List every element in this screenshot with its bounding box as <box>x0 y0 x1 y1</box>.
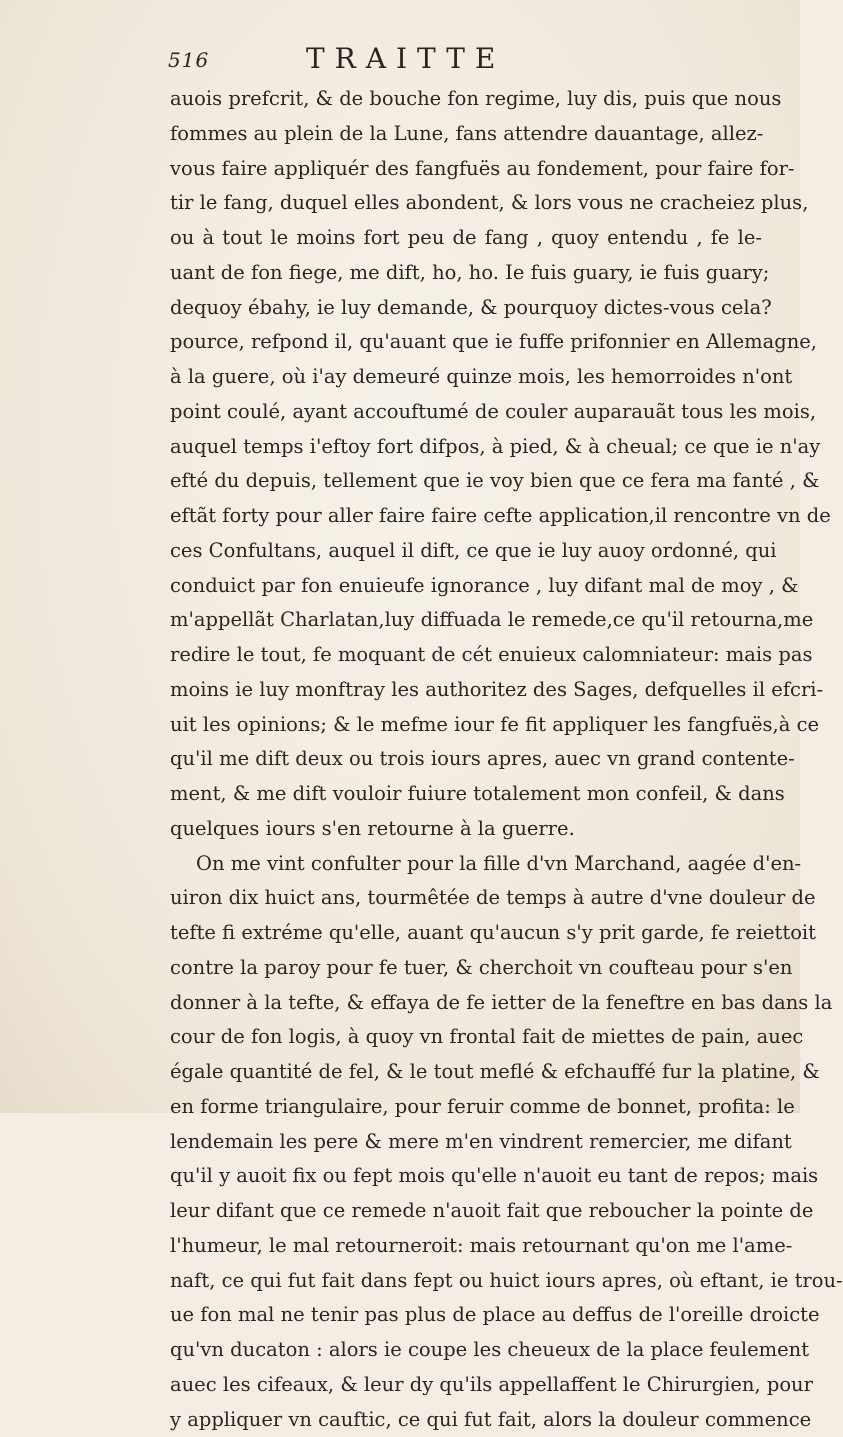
text-line: auois prefcrit, & de bouche fon regime, luy dis, puis que nous <box>170 82 762 117</box>
text-line: uiron dix huict ans, tourmêtée de temps à autre d'vne douleur de <box>170 881 762 916</box>
text-line: l'humeur, le mal retourneroit: mais retournant qu'on me l'ame- <box>170 1229 762 1264</box>
text-line: auquel temps i'eftoy fort difpos, à pied, & à cheual; ce que ie n'ay <box>170 430 762 465</box>
text-line: naft, ce qui fut fait dans fept ou huict iours apres, où eftant, ie trou- <box>170 1264 762 1299</box>
text-line: égale quantité de fel, & le tout meflé & efchauffé fur la platine, & <box>170 1055 762 1090</box>
text-line: uit les opinions; & le mefme iour fe fit appliquer les fangfuës,à ce <box>170 708 762 743</box>
text-line: quelques iours s'en retourne à la guerre. <box>170 812 762 847</box>
body-text <box>170 82 762 1437</box>
text-line: leur difant que ce remede n'auoit fait que reboucher la pointe de <box>170 1194 762 1229</box>
page-number: 516 <box>168 48 209 72</box>
text-line: ces Confultans, auquel il dift, ce que ie luy auoy ordonné, qui <box>170 534 762 569</box>
text-line: lendemain les pere & mere m'en vindrent remercier, me difant <box>170 1125 762 1160</box>
text-line: point coulé, ayant accouftumé de couler auparauãt tous les mois, <box>170 395 762 430</box>
text-line: m'appellãt Charlatan,luy diffuada le remede,ce qu'il retourna,me <box>170 603 762 638</box>
text-line: ue fon mal ne tenir pas plus de place au deffus de l'oreille droicte <box>170 1298 762 1333</box>
text-line: y appliquer vn cauftic, ce qui fut fait, alors la douleur commence <box>170 1403 762 1437</box>
text-line: qu'il y auoit fix ou fept mois qu'elle n'auoit eu tant de repos; mais <box>170 1159 762 1194</box>
text-line: pource, refpond il, qu'auant que ie fuffe prifonnier en Allemagne, <box>170 325 762 360</box>
text-line: conduict par fon enuieufe ignorance , luy difant mal de moy , & <box>170 569 762 604</box>
text-line: ment, & me dift vouloir fuiure totalement mon confeil, & dans <box>170 777 762 812</box>
running-title: TRAITTE <box>306 42 505 75</box>
text-line: tir le fang, duquel elles abondent, & lors vous ne cracheiez plus, <box>170 186 762 221</box>
text-line: eftãt forty pour aller faire faire cefte application,il rencontre vn de <box>170 499 762 534</box>
text-line: qu'vn ducaton : alors ie coupe les cheueux de la place feulement <box>170 1333 762 1368</box>
text-line: contre la paroy pour fe tuer, & cherchoit vn coufteau pour s'en <box>170 951 762 986</box>
text-line: fommes au plein de la Lune, fans attendre dauantage, allez- <box>170 117 762 152</box>
text-line: On me vint confulter pour la fille d'vn Marchand, aagée d'en- <box>170 847 762 882</box>
text-line: auec les cifeaux, & leur dy qu'ils appellaffent le Chirurgien, pour <box>170 1368 762 1403</box>
page-header <box>168 38 688 78</box>
text-line: efté du depuis, tellement que ie voy bien que ce fera ma fanté , & <box>170 464 762 499</box>
text-line: moins ie luy monftray les authoritez des Sages, defquelles il efcri- <box>170 673 762 708</box>
text-line: cour de fon logis, à quoy vn frontal fait de miettes de pain, auec <box>170 1020 762 1055</box>
text-line: dequoy ébahy, ie luy demande, & pourquoy dictes-vous cela? <box>170 291 762 326</box>
text-line: tefte fi extréme qu'elle, auant qu'aucun s'y prit garde, fe reiettoit <box>170 916 762 951</box>
text-line: en forme triangulaire, pour feruir comme de bonnet, profita: le <box>170 1090 762 1125</box>
text-line: donner à la tefte, & effaya de fe ietter de la feneftre en bas dans la <box>170 986 762 1021</box>
text-line: qu'il me dift deux ou trois iours apres, auec vn grand contente- <box>170 742 762 777</box>
text-line: ou à tout le moins fort peu de fang , quoy entendu , fe le- <box>170 221 762 256</box>
text-line: redire le tout, fe moquant de cét enuieux calomniateur: mais pas <box>170 638 762 673</box>
text-line: uant de fon fiege, me dift, ho, ho. Ie fuis guary, ie fuis guary; <box>170 256 762 291</box>
text-line: vous faire appliquér des fangfuës au fondement, pour faire for- <box>170 152 762 187</box>
text-line: à la guere, où i'ay demeuré quinze mois, les hemorroides n'ont <box>170 360 762 395</box>
